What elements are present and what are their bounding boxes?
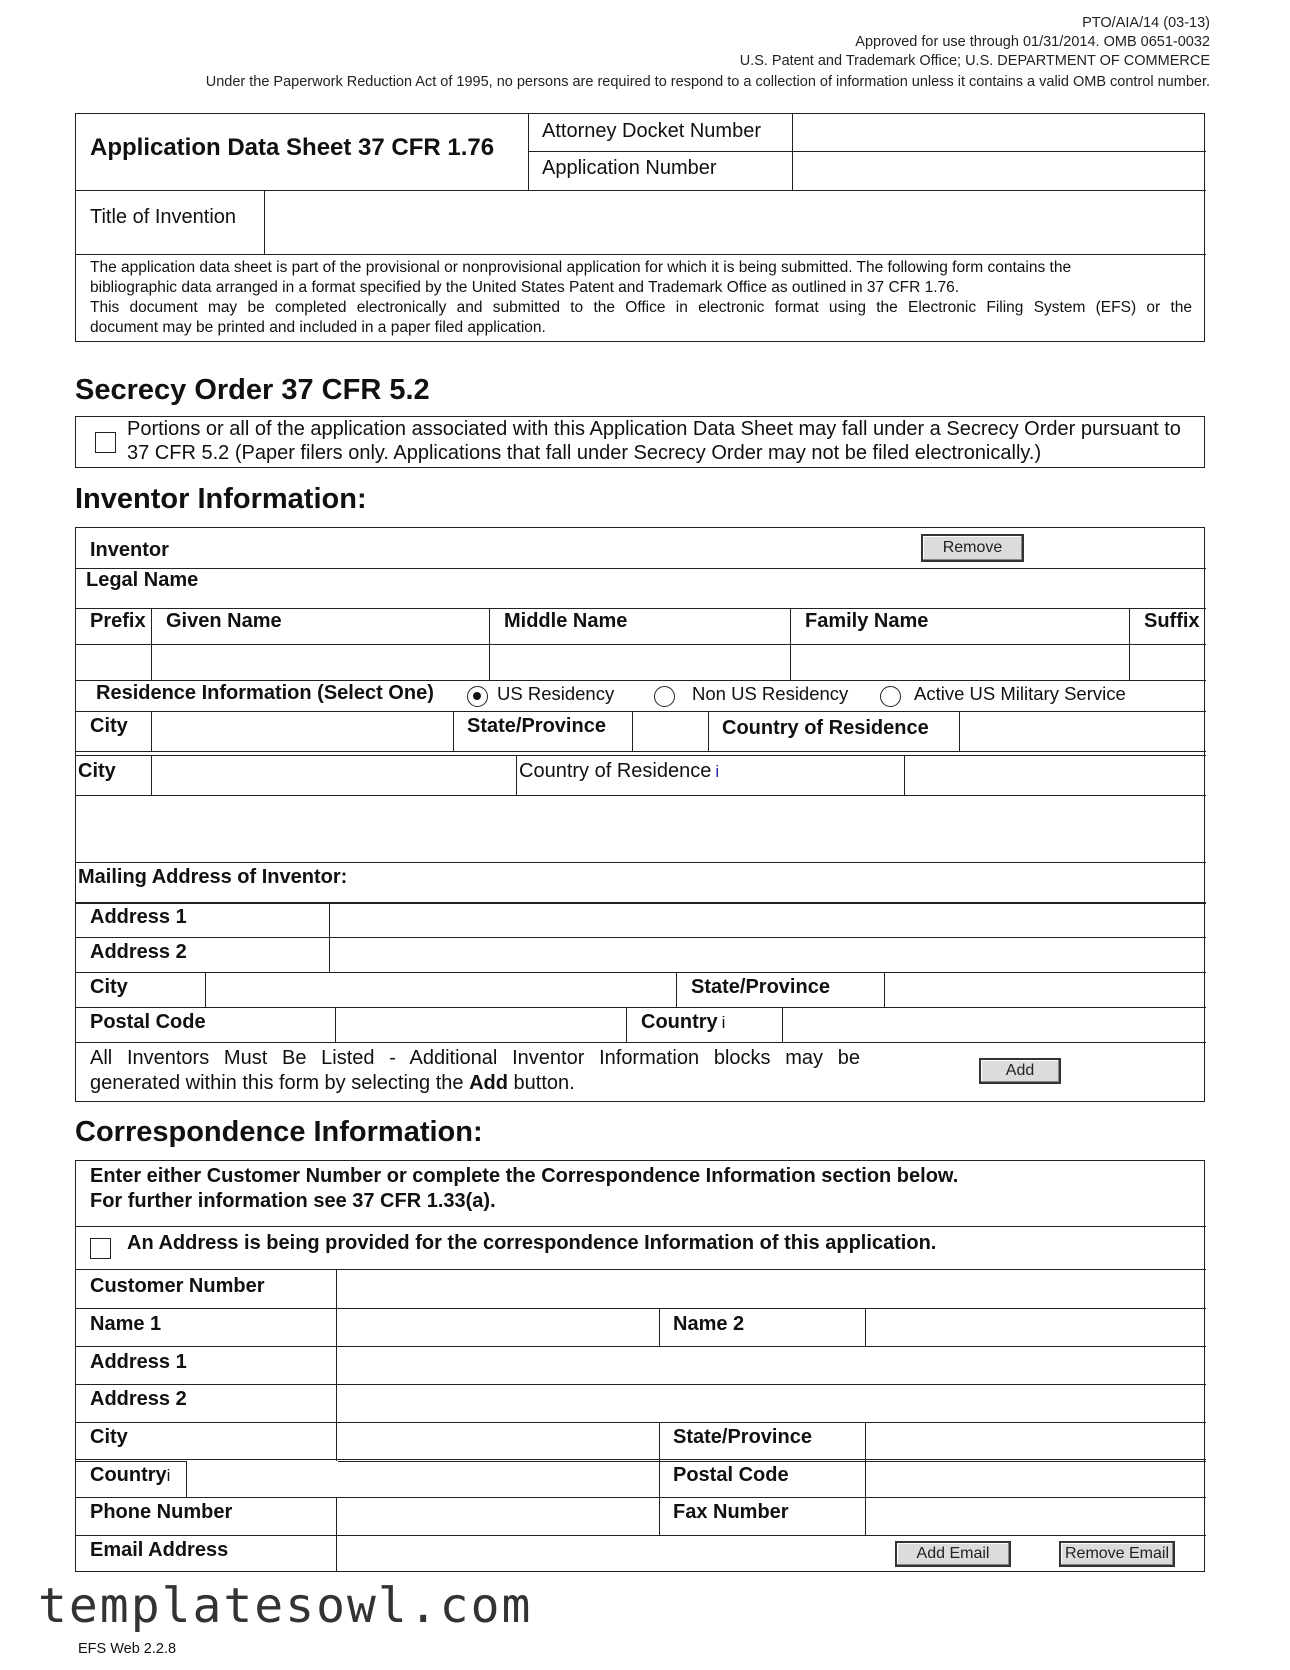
fax-field[interactable] [867,1499,1204,1534]
correspondence-instructions-2: For further information see 37 CFR 1.33(a). [90,1190,496,1212]
customer-number-label: Customer Number [90,1275,265,1297]
us-residency-radio[interactable] [467,686,488,707]
efs-version: EFS Web 2.2.8 [78,1641,177,1657]
agency-line: U.S. Patent and Trademark Office; U.S. DEPARTMENT OF COMMERCE [739,53,1210,69]
residence-state-field[interactable] [634,713,706,749]
fax-label: Fax Number [673,1501,789,1523]
phone-label: Phone Number [90,1501,233,1523]
family-name-label: Family Name [805,610,929,632]
military-service-radio[interactable] [880,686,901,707]
all-inventors-note: All Inventors Must Be Listed - Additional Inventor Information blocks may be generated within this form by selecting the Add button. [90,1047,860,1094]
attorney-docket-field[interactable] [794,114,1204,150]
info-icon[interactable]: i [721,1013,726,1032]
watermark-logo: templatesowl.com [38,1578,533,1634]
attorney-docket-label: Attorney Docket Number [542,120,761,142]
add-inventor-button[interactable]: Add [979,1058,1061,1084]
residence-city-field[interactable] [153,713,451,749]
mailing-city-field[interactable] [207,974,674,1006]
corr-city-label: City [90,1426,128,1448]
title-block [75,113,1205,342]
secrecy-checkbox[interactable] [95,432,116,453]
correspondence-instructions-1: Enter either Customer Number or complete the Correspondence Information section below. [90,1165,959,1187]
residence-state-label: State/Province [467,715,606,737]
correspondence-block [75,1160,1205,1572]
mailing-address2-field[interactable] [331,939,1204,971]
application-number-label: Application Number [542,157,717,179]
secrecy-text-line2: 37 CFR 5.2 (Paper filers only. Applications that fall under Secrecy Order may not be filed electronically.) [127,442,1042,464]
military-city-label: City [78,760,116,782]
military-service-label: Active US Military Service [914,683,1126,704]
paperwork-notice: Under the Paperwork Reduction Act of 1995, no persons are required to respond to a collection of information unless it contains a valid OMB control number. [205,74,1210,90]
form-title: Application Data Sheet 37 CFR 1.76 [90,134,495,161]
country-of-residence-field[interactable] [961,713,1204,749]
phone-field[interactable] [338,1499,657,1534]
correspondence-heading: Correspondence Information: [75,1116,483,1148]
residence-label: Residence Information (Select One) [96,682,434,704]
corr-address2-field[interactable] [338,1386,1204,1421]
customer-number-field[interactable] [338,1271,1204,1307]
mailing-address-label: Mailing Address of Inventor: [78,866,348,888]
name1-field[interactable] [338,1310,657,1345]
mailing-state-field[interactable] [886,974,1204,1006]
title-of-invention-field[interactable] [266,192,1204,254]
mailing-state-label: State/Province [691,976,830,998]
family-name-field[interactable] [792,646,1127,679]
military-country-field[interactable] [906,757,1204,793]
non-us-residency-label: Non US Residency [692,683,849,704]
title-of-invention-label: Title of Invention [90,206,237,228]
postal-code-label: Postal Code [90,1011,206,1033]
residence-city-label: City [90,715,128,737]
corr-address1-field[interactable] [338,1348,1204,1383]
corr-state-field[interactable] [867,1424,1204,1459]
info-icon[interactable]: i [715,762,720,781]
suffix-label: Suffix [1144,610,1200,632]
remove-inventor-button[interactable]: Remove [921,534,1024,562]
secrecy-heading: Secrecy Order 37 CFR 5.2 [75,374,430,406]
corr-address2-label: Address 2 [90,1388,187,1410]
given-name-label: Given Name [166,610,282,632]
info-icon[interactable]: i [166,1466,171,1485]
legal-name-label: Legal Name [86,569,199,591]
approval-line: Approved for use through 01/31/2014. OMB 0651-0032 [855,34,1210,50]
form-id: PTO/AIA/14 (03-13) [1082,15,1210,31]
prefix-label: Prefix [90,610,146,632]
corr-postal-code-field[interactable] [867,1463,1204,1496]
country-of-residence-label: Country of Residence [722,717,929,739]
mailing-city-label: City [90,976,128,998]
middle-name-field[interactable] [491,646,788,679]
address-provided-label: An Address is being provided for the correspondence Information of this application. [127,1232,937,1254]
corr-city-field[interactable] [338,1424,657,1459]
mailing-address1-label: Address 1 [90,906,187,928]
military-country-label: Country of Residence i [519,760,720,782]
inventor-label: Inventor [90,539,169,561]
email-field[interactable] [338,1537,858,1571]
mailing-country-label: Country i [641,1011,726,1033]
middle-name-label: Middle Name [504,610,628,632]
mailing-address2-label: Address 2 [90,941,187,963]
corr-state-label: State/Province [673,1426,812,1448]
mailing-address1-field[interactable] [331,905,1204,936]
suffix-field[interactable] [1131,646,1204,679]
given-name-field[interactable] [153,646,487,679]
corr-address1-label: Address 1 [90,1351,187,1373]
corr-country-field[interactable] [188,1463,657,1496]
remove-email-button[interactable]: Remove Email [1059,1541,1175,1567]
inventor-heading: Inventor Information: [75,483,367,515]
form-header [206,14,1210,92]
address-provided-checkbox[interactable] [90,1238,111,1259]
description-text: The application data sheet is part of the provisional or nonprovisional application for which it is being submitted. The following form contains the bibliographic data arranged in a format specified by the United States Patent and Trademark Office as outlined in 37 CFR 1.76. This document may be completed electronically and submitted to the Office in electronic format using the Electronic Filing System (EFS) or the document may be printed and included in a paper filed application. [90,259,1192,336]
email-label: Email Address [90,1539,229,1561]
prefix-field[interactable] [77,646,149,679]
corr-postal-code-label: Postal Code [673,1464,789,1486]
secrecy-box [75,416,1205,468]
application-number-field[interactable] [794,153,1204,189]
us-residency-label: US Residency [497,683,615,704]
name2-field[interactable] [867,1310,1204,1345]
name2-label: Name 2 [673,1313,745,1335]
postal-code-field[interactable] [337,1009,624,1041]
corr-country-label: Countryi [90,1464,171,1486]
non-us-residency-radio[interactable] [654,686,675,707]
name1-label: Name 1 [90,1313,162,1335]
add-email-button[interactable]: Add Email [895,1541,1011,1567]
secrecy-text-line1: Portions or all of the application associated with this Application Data Sheet may fall under a Secrecy Order pursuant to [127,418,1181,440]
military-city-field[interactable] [153,757,514,793]
inventor-block [75,527,1205,1102]
mailing-country-field[interactable] [784,1009,1204,1041]
